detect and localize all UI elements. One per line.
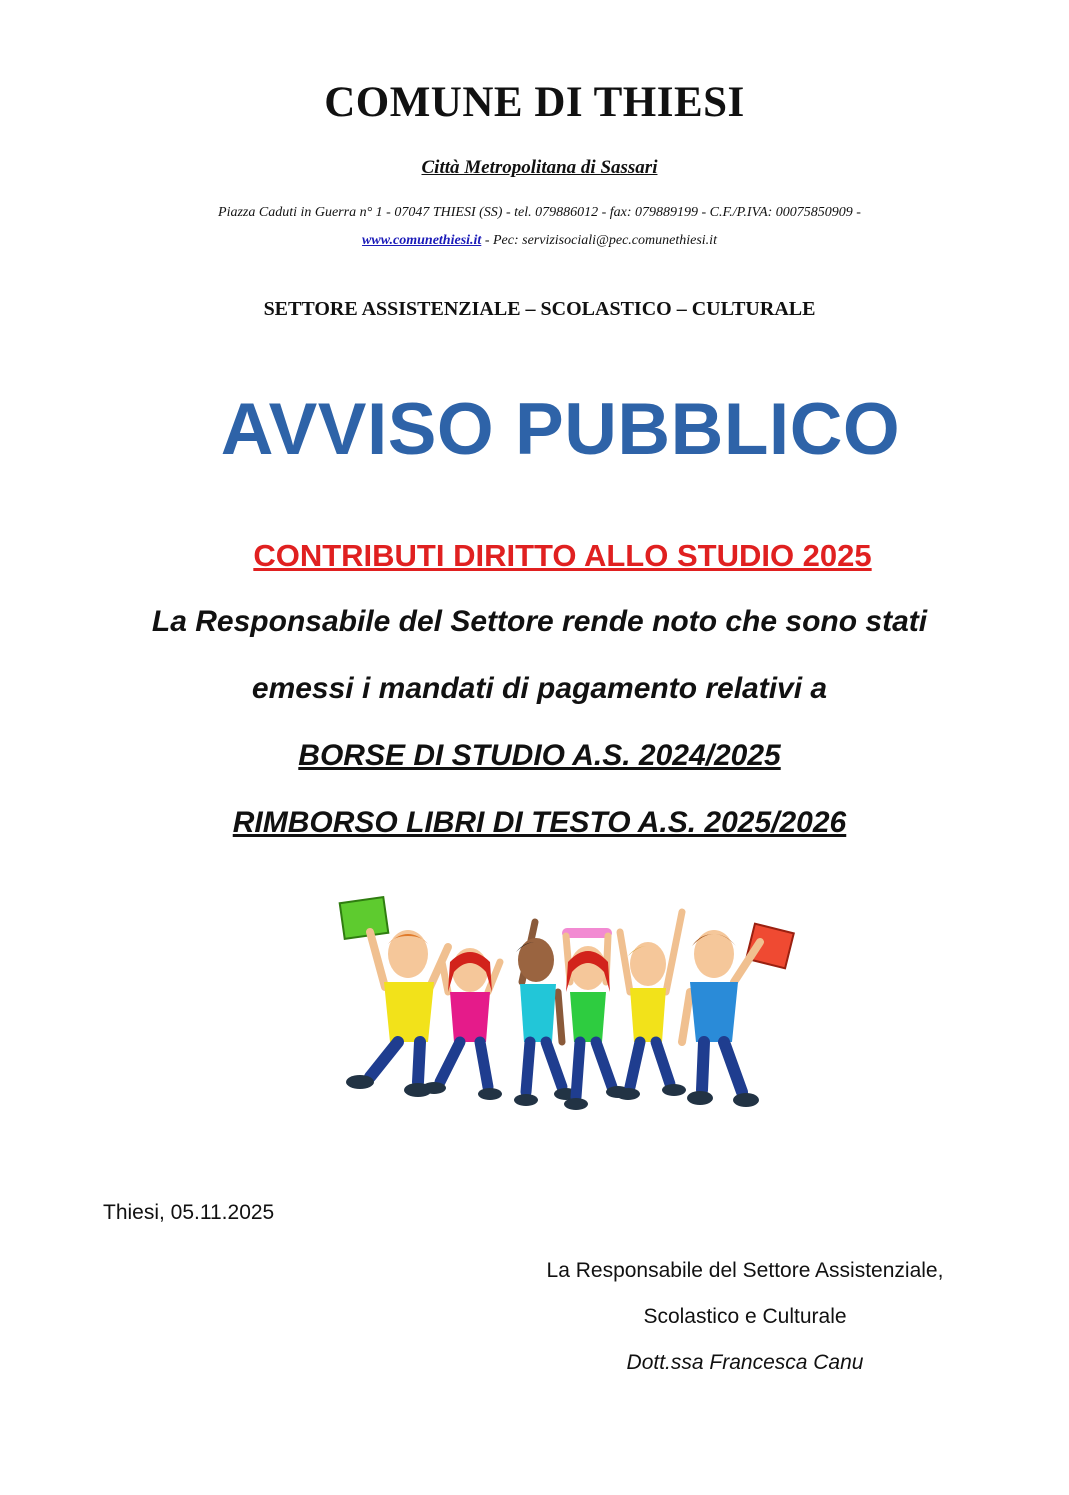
province-subtitle: Città Metropolitana di Sassari	[421, 157, 658, 178]
notice-item-scholarships: BORSE DI STUDIO A.S. 2024/2025	[298, 739, 781, 772]
sector-heading: SETTORE ASSISTENZIALE – SCOLASTICO – CULTURALE	[263, 298, 816, 320]
signature-role-line-2: Scolastico e Culturale	[643, 1305, 847, 1328]
notice-item-textbooks: RIMBORSO LIBRI DI TESTO A.S. 2025/2026	[232, 806, 847, 839]
notice-topic: CONTRIBUTI DIRITTO ALLO STUDIO 2025	[253, 538, 872, 573]
kid-yellow	[340, 897, 448, 1097]
jumping-kids-illustration	[330, 892, 810, 1124]
signature-role-line-1: La Responsabile del Settore Assistenziale,	[546, 1259, 944, 1282]
kid-green	[562, 928, 630, 1110]
document-date: Thiesi, 05.11.2025	[103, 1201, 275, 1224]
notice-line-1: La Responsabile del Settore rende noto che sono stati	[151, 605, 928, 638]
kid-blue	[682, 924, 794, 1107]
notice-heading: AVVISO PUBBLICO	[220, 389, 901, 470]
municipality-title: COMUNE DI THIESI	[324, 79, 745, 126]
website-link[interactable]: www.comunethiesi.it	[362, 233, 482, 248]
kid-yellow-2	[616, 912, 686, 1100]
contact-line	[5, 233, 1069, 249]
address-line: Piazza Caduti in Guerra n° 1 - 07047 THIESI (SS) - tel. 079886012 - fax: 079889199 - C.F./P.IVA: 00075850909 -	[218, 205, 861, 220]
signature-name: Dott.ssa Francesca Canu	[626, 1351, 864, 1374]
pec-text: - Pec: servizisociali@pec.comunethiesi.it	[481, 233, 717, 248]
notice-line-2: emessi i mandati di pagamento relativi a	[251, 672, 828, 705]
